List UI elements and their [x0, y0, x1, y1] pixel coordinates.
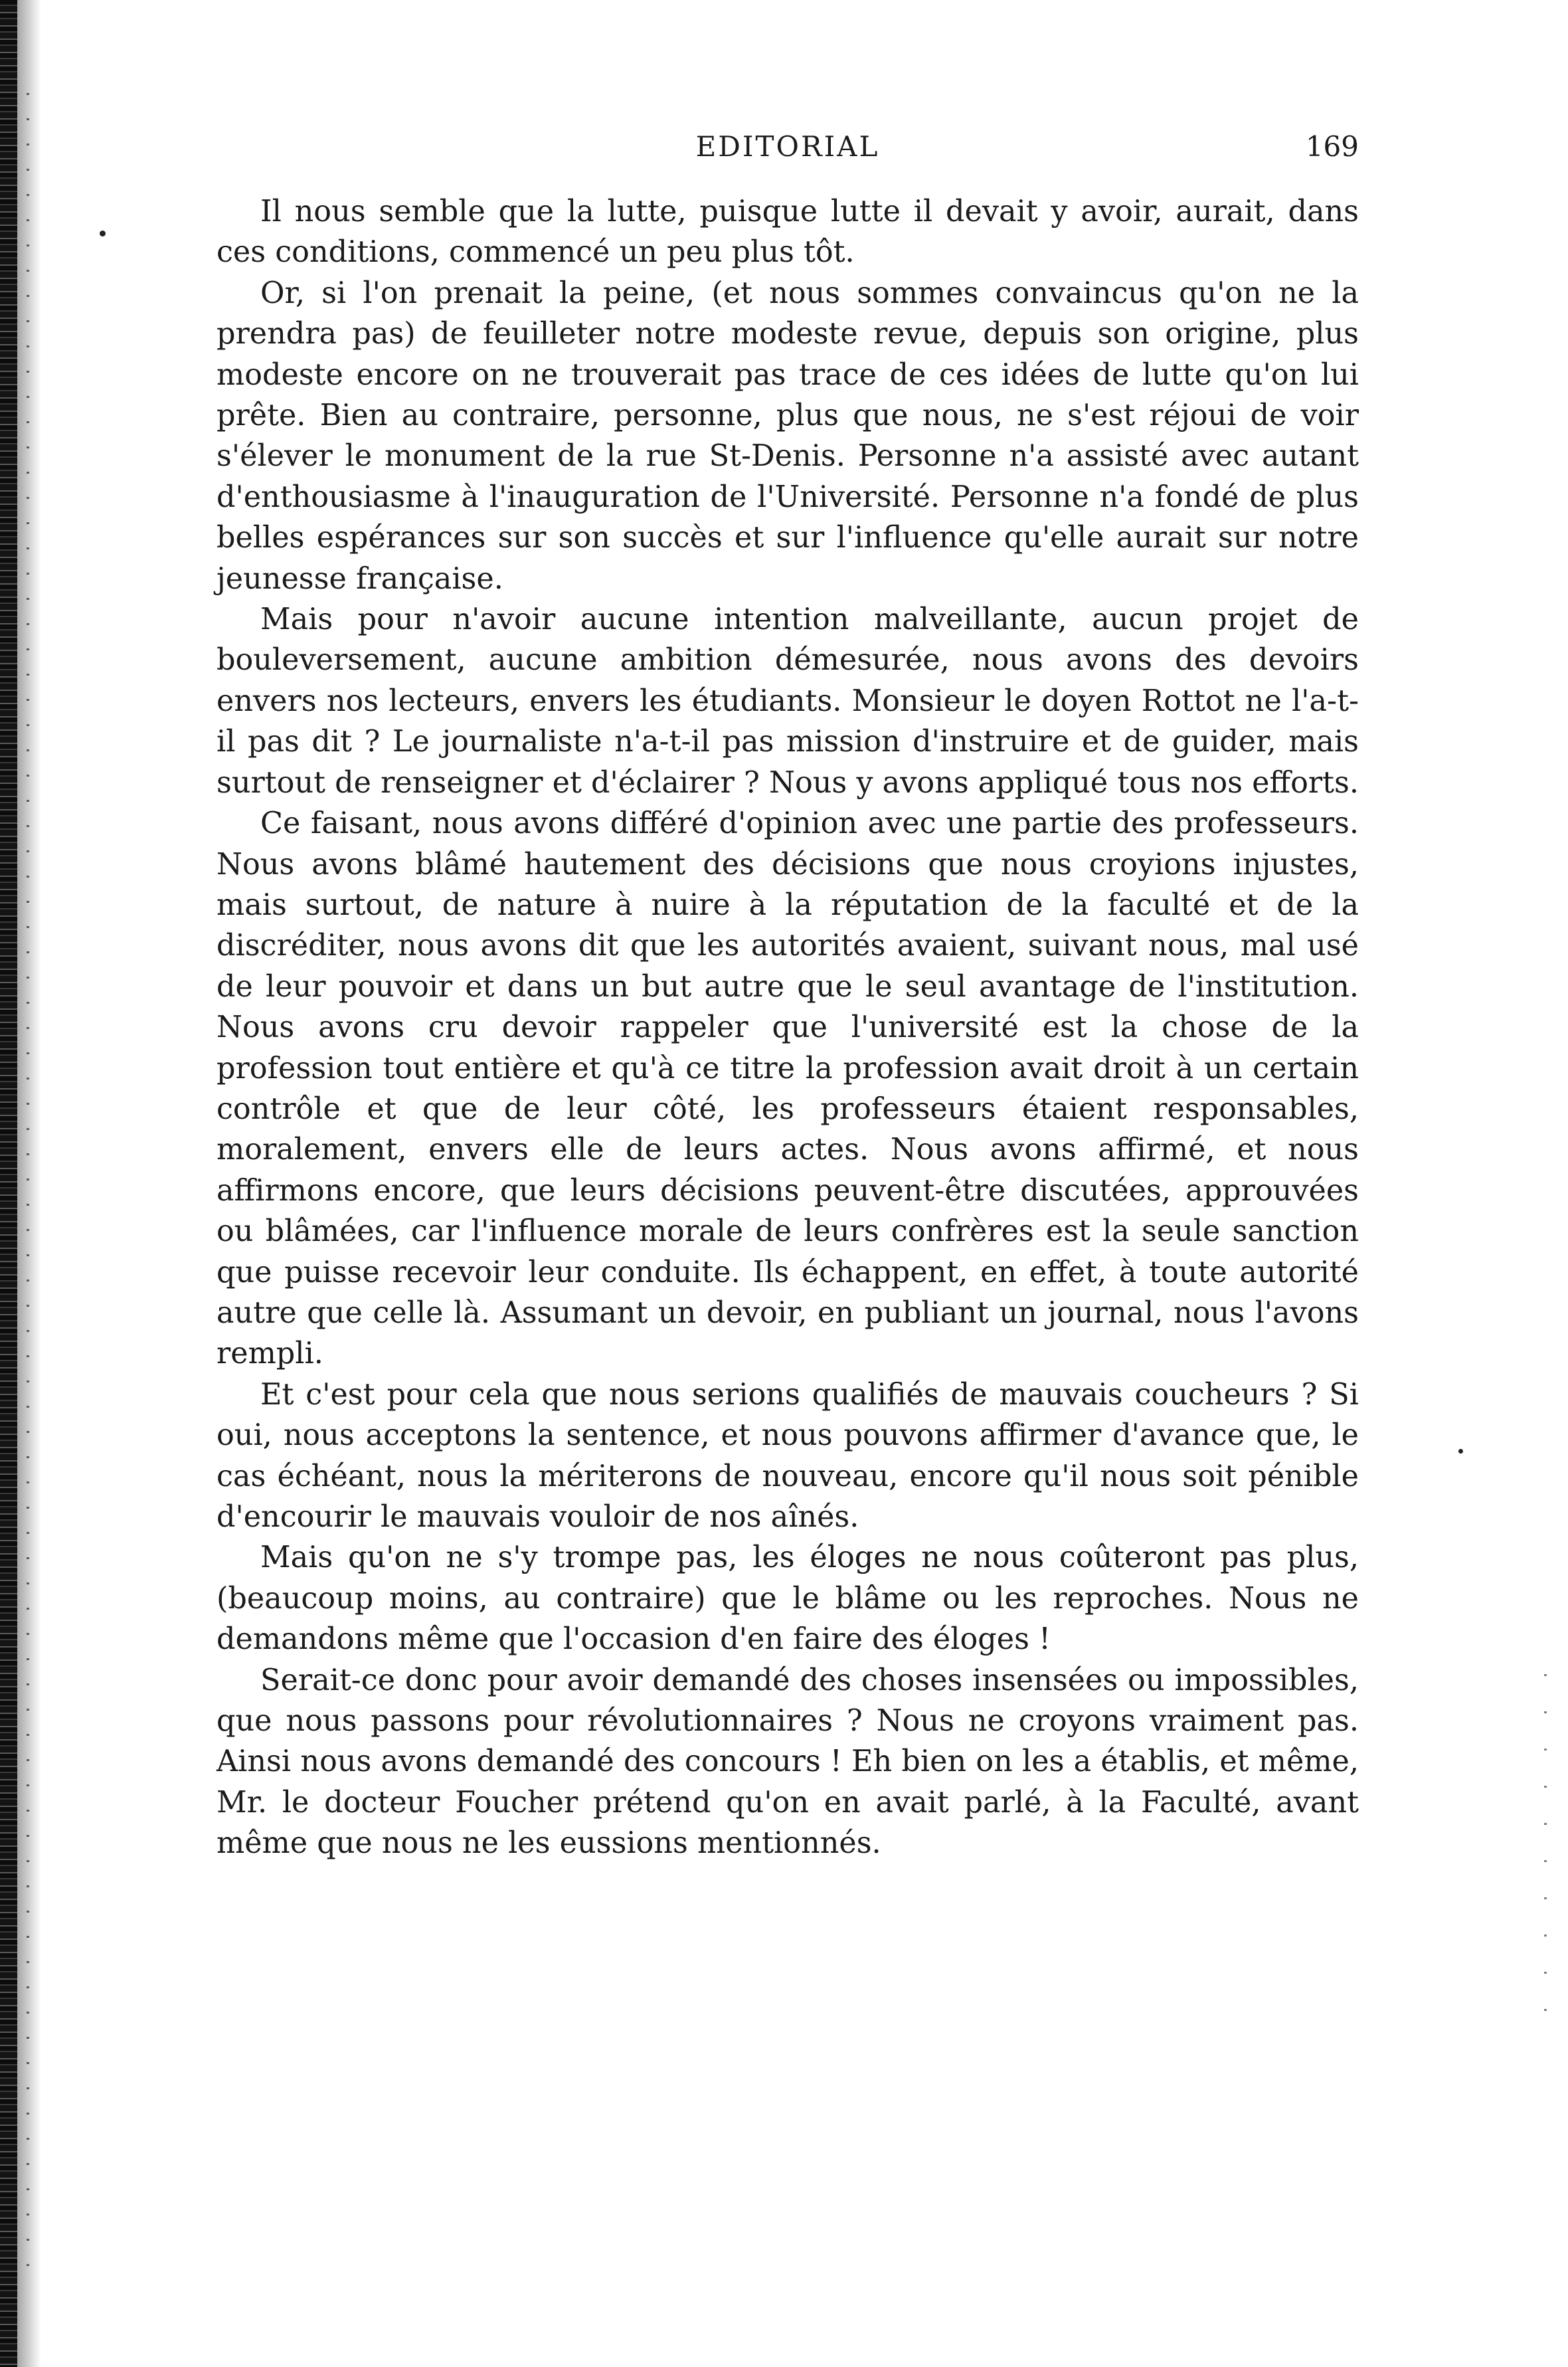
paragraph: Ce faisant, nous avons différé d'opinion avec une partie des professeurs. Nous avons blâmé hautement des décisions que nous croyions injustes, mais surtout, de nature à nuire à la réputation de la faculté et de la discréditer, nous avons dit que les autorités avaient, suivant nous, mal usé de leur pouvoir et dans un but autre que le seul avantage de l'institution. Nous avons cru devoir rappeler que l'université est la chose de la profession tout entière et qu'à ce titre la profession avait droit à un certain contrôle et que de leur côté, les professeurs étaient responsables, moralement, envers elle de leurs actes. Nous avons affirmé, et nous affirmons encore, que leurs décisions peuvent-être discutées, approuvées ou blâmées, car l'influence morale de leurs confrères est la seule sanction que puisse recevoir leur conduite. Ils échappent, en effet, à toute autorité autre que celle là. Assumant un devoir, en publiant un journal, nous l'avons rempli.: [217, 806, 1359, 1371]
paragraph: Il nous semble que la lutte, puisque lutte il devait y avoir, aurait, dans ces conditions, commencé un peu plus tôt.: [217, 195, 1359, 270]
page-header: [217, 130, 1359, 177]
binding-edge: [0, 0, 17, 2367]
gutter-specks: [27, 93, 29, 2285]
paragraph: Et c'est pour cela que nous serions qualifiés de mauvais coucheurs ? Si oui, nous acceptons la sentence, et nous pouvons affirmer d'avance que, le cas échéant, nous la mériterons de nouveau, encore qu'il nous soit pénible d'encourir le mauvais vouloir de nos aînés.: [217, 1377, 1359, 1534]
paragraph: Mais qu'on ne s'y trompe pas, les éloges ne nous coûteront pas plus, (beaucoup moins, au contraire) que le blâme ou les reproches. Nous ne demandons même que l'occasion d'en faire des éloges !: [217, 1541, 1359, 1657]
paragraph: Or, si l'on prenait la peine, (et nous sommes convaincus qu'on ne la prendra pas) de feuilleter notre modeste revue, depuis son origine, plus modeste encore on ne trouverait pas trace de ces idées de lutte qu'on lui prête. Bien au contraire, personne, plus que nous, ne s'est réjoui de voir s'élever le monument de la rue St-Denis. Personne n'a assisté avec autant d'enthousiasme à l'inauguration de l'Université. Personne n'a fondé de plus belles espérances sur son succès et sur l'influence qu'elle aurait sur notre jeunesse française.: [217, 276, 1359, 596]
paragraph: Serait-ce donc pour avoir demandé des choses insensées ou impossibles, que nous passons pour révolutionnaires ? Nous ne croyons vraiment pas. Ainsi nous avons demandé des concours ! Eh bien on les a établis, et même, Mr. le docteur Foucher prétend qu'on en avait parlé, à la Faculté, avant même que nous ne les eussions mentionnés.: [217, 1663, 1359, 1861]
ink-speck: [100, 231, 106, 237]
body-text: [217, 191, 1359, 1864]
binding-shadow: [17, 0, 41, 2367]
page-number: 169: [1305, 130, 1359, 163]
paragraph: Mais pour n'avoir aucune intention malveillante, aucun projet de bouleversement, aucune ambition démesurée, nous avons des devoirs envers nos lecteurs, envers les étudiants. Monsieur le doyen Rottot ne l'a-t-il pas dit ? Le journaliste n'a-t-il pas mission d'instruire et de guider, mais surtout de renseigner et d'éclairer ? Nous y avons appliqué tous nos efforts.: [217, 603, 1359, 800]
margin-specks: [1544, 1674, 1547, 2020]
running-head: EDITORIAL: [695, 130, 880, 163]
ink-speck: [1458, 1449, 1463, 1454]
